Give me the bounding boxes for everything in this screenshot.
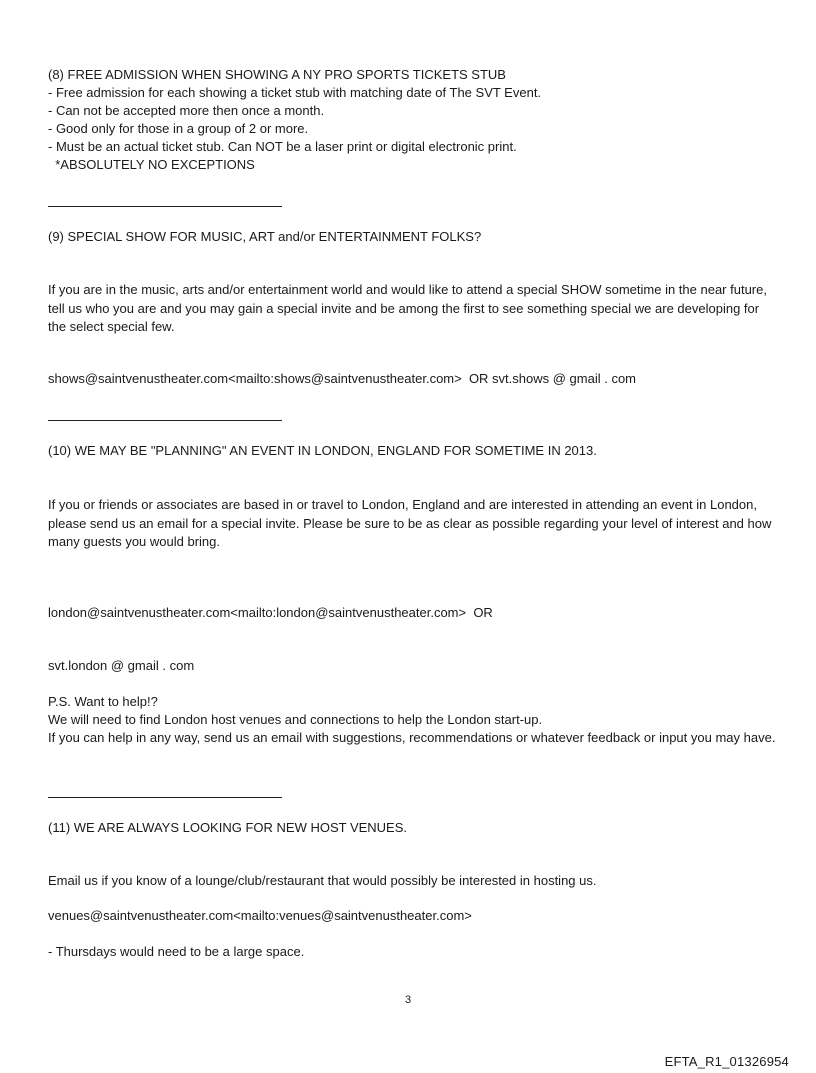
document-id: EFTA_R1_01326954 xyxy=(664,1054,789,1069)
section10-ps-body: If you can help in any way, send us an email with suggestions, recommendations or whatever feedback or input you may have. xyxy=(48,730,776,745)
section8-line-4: - Must be an actual ticket stub. Can NOT be a laser print or digital electronic print. xyxy=(48,139,517,154)
section8-line-3: - Good only for those in a group of 2 or more. xyxy=(48,121,309,136)
section10-heading: (10) WE MAY BE "PLANNING" AN EVENT IN LONDON, ENGLAND FOR SOMETIME IN 2013. xyxy=(48,443,597,458)
section11-note: - Thursdays would need to be a large space. xyxy=(48,944,305,959)
page-number: 3 xyxy=(404,994,412,1006)
section10-ps-line: We will need to find London host venues and connections to help the London start-up. xyxy=(48,712,543,727)
section9-body: If you are in the music, arts and/or entertainment world and would like to attend a special SHOW sometime in the near future, tell us who you are and you may gain a special invite and be among the first to see something special we are developing for the select special few. xyxy=(48,282,767,334)
section8-line-2: - Can not be accepted more then once a month. xyxy=(48,103,325,118)
section10-body: If you or friends or associates are based in or travel to London, England and are interested in attending an event in London, please send us an email for a special invite. Please be sure to be as clear as possible regarding your level of interest and how many guests you would bring. xyxy=(48,497,772,549)
section-divider xyxy=(48,797,282,798)
section9-heading: (9) SPECIAL SHOW FOR MUSIC, ART and/or ENTERTAINMENT FOLKS? xyxy=(48,229,482,244)
section-divider xyxy=(48,206,282,207)
section9-email[interactable]: shows@saintvenustheater.com<mailto:shows@saintvenustheater.com> OR svt.shows @ gmail . com xyxy=(48,371,637,386)
section8-heading: (8) FREE ADMISSION WHEN SHOWING A NY PRO SPORTS TICKETS STUB xyxy=(48,67,506,82)
section8-line-1: - Free admission for each showing a ticket stub with matching date of The SVT Event. xyxy=(48,85,542,100)
section10-email-1[interactable]: london@saintvenustheater.com<mailto:london@saintvenustheater.com> OR xyxy=(48,605,493,620)
section10-email-2[interactable]: svt.london @ gmail . com xyxy=(48,658,195,673)
section-divider xyxy=(48,420,282,421)
section11-heading: (11) WE ARE ALWAYS LOOKING FOR NEW HOST VENUES. xyxy=(48,820,408,835)
section11-body: Email us if you know of a lounge/club/restaurant that would possibly be interested in hosting us. xyxy=(48,873,597,888)
section10-ps-title: P.S. Want to help!? xyxy=(48,694,158,709)
section8-line-5: *ABSOLUTELY NO EXCEPTIONS xyxy=(48,157,255,172)
section11-email[interactable]: venues@saintvenustheater.com<mailto:venues@saintvenustheater.com> xyxy=(48,908,472,923)
